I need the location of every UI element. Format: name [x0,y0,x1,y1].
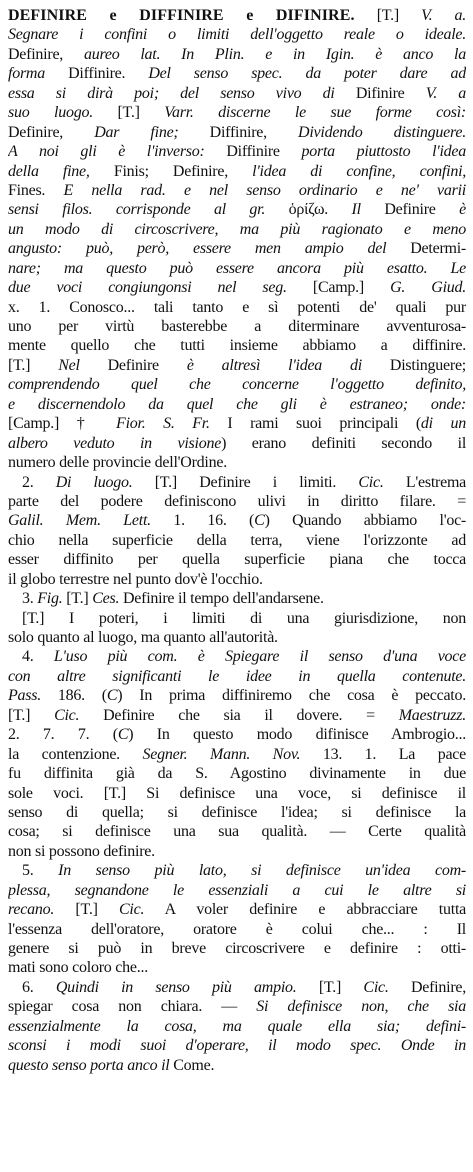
entry-text: [T.] [296,978,364,996]
entry-text: cosa; si definisce una sua qualità. — Certe qualità [8,823,466,841]
entry-text: x. 1. Conosco... tali tanto e sì potenti de' quali pur [8,298,466,316]
entry-text: 1. 16. ( [150,512,255,530]
entry-line [8,997,466,1016]
entry-text: nare; ma questo può essere ancora più esatto. Le [8,259,466,277]
entry-line [8,647,466,666]
entry-text: Dividendo distinguere. [298,123,466,141]
entry-text: Definire che sia il dovere. = [79,706,399,724]
entry-line [8,25,466,44]
entry-text: sensi filos. corrisponde al gr. [8,201,266,219]
entry-text: esser diffinito per quella superficie piana che tocca [8,551,466,569]
entry-text: Segner. Mann. Nov. [142,745,301,763]
entry-line [8,123,466,142]
entry-text: albero veduto in visione [8,434,222,452]
entry-text: [T.] [8,356,59,374]
entry-text: mente quello che tutti insieme abbiamo a diffinire. [8,337,466,355]
entry-text: A noi gli è l'inverso: [8,143,205,161]
entry-text: Definire [79,356,187,374]
entry-line [8,628,466,647]
entry-line [8,706,466,725]
entry-text: ὁρίζω. [265,201,352,219]
entry-text: il globo terrestre nel punto dov'è l'occhio. [8,570,263,588]
entry-text: C [106,687,118,705]
entry-text: Definire [360,201,460,219]
entry-text: Definire, [8,123,95,141]
entry-line [8,861,466,880]
entry-text: chio nella superficie della terra, viene l'orizzonte ad [8,531,466,549]
entry-text: [T.] [8,706,55,724]
entry-text: 13. 1. La pace [300,745,466,763]
entry-text: [T.] Definire i limiti. [132,473,359,491]
entry-text: solo quanto al luogo, ma quanto all'autorità. [8,629,278,646]
entry-text: essa si dirà poi; del senso vivo di [8,84,335,102]
entry-text: Nel [58,356,80,374]
entry-text: Si definisce non, che sia [256,998,466,1016]
entry-text: della fine, [8,162,90,180]
entry-text: ) In questo modo difinisce Ambrogio... [128,726,466,744]
entry-text: Varr. discerne le sue forme così: [164,104,466,122]
entry-line [8,920,466,939]
entry-text: Pass. [8,687,41,705]
entry-text: un modo di circoscrivere, ma più ragionato e meno [8,220,466,238]
entry-line [8,725,466,744]
entry-line [8,686,466,705]
entry-text: Diffinire, [178,123,299,141]
entry-text: comprendendo quel che concerne l'oggetto definito, [8,376,466,394]
entry-line [8,900,466,919]
entry-text: [T.] [62,590,93,608]
entry-line [8,453,466,472]
entry-text: [Camp.] † [8,415,117,433]
entry-line [8,570,466,589]
entry-line [8,842,466,861]
entry-text: Cic. [363,978,389,996]
entry-text: Fig. [37,590,63,608]
entry-text: è altresì l'idea di [186,356,362,374]
entry-line [8,162,466,181]
entry-line [8,589,466,608]
entry-text: Dar fine; [94,123,179,141]
entry-text: L'uso più com. è Spiegare il senso d'una voce [53,648,466,666]
entry-text: l'essenza dell'oratore, oratore è colui che... : Il [8,920,466,938]
entry-line [8,45,466,64]
entry-text: Quindi in senso più ampio. [55,978,297,996]
entry-line [8,958,466,977]
entry-line [8,473,466,492]
entry-text: V. a [425,84,466,102]
entry-text: la contenzione. [8,745,143,763]
entry-line [8,414,466,433]
entry-text: ) Quando abbiamo l'oc- [264,512,466,530]
entry-text: Diffinire. [44,65,149,83]
entry-text: uno per virtù basterebbe a diterminare avventurosa- [8,318,466,335]
entry-line [8,103,466,122]
entry-text: 186. ( [40,687,107,705]
entry-text: Cic. [118,901,145,919]
entry-text: sole voci. [T.] Si definisce una voce, si definisce il [8,784,466,802]
entry-text: [T.] I poteri, i limiti di una giurisdizione, non [22,609,466,627]
entry-line [8,317,466,336]
entry-line [8,259,466,278]
entry-text: [Camp.] [286,279,391,297]
entry-text: Definire, [388,978,466,996]
entry-text: A voler definire e abbracciare tutta [144,901,466,919]
entry-text: è [459,201,466,219]
entry-line [8,220,466,239]
entry-line [8,978,466,997]
entry-text: I rami suoi principali ( [209,415,421,433]
entry-text: Cic. [358,473,384,491]
entry-line [8,336,466,355]
entry-text: di un [420,415,466,433]
entry-text: due voci congiungonsi nel seg. [8,279,287,297]
entry-text: Di luogo. [55,473,133,491]
entry-line [8,492,466,511]
entry-line [8,550,466,569]
entry-text: Come. [169,1056,215,1074]
entry-line [8,356,466,375]
entry-text: Difinire [334,84,426,102]
entry-text: ) erano definiti secondo il [221,434,466,452]
entry-text: spiegar cosa non chiara. — [8,998,257,1016]
entry-text: [T.] [92,104,165,122]
entry-text: 6. [22,978,56,996]
entry-text: questo senso porta anco il [8,1056,170,1074]
entry-line [8,298,466,317]
entry-text: Galil. Mem. Lett. [8,512,151,530]
entry-text: recano. [8,901,55,919]
entry-line [8,434,466,453]
entry-text: non si possono definire. [8,842,155,860]
entry-text: [T.] [54,901,119,919]
entry-line [8,667,466,686]
headword: DEFINIRE e DIFFINIRE e DIFINIRE. [8,7,355,24]
entry-line [8,84,466,103]
entry-line [8,200,466,219]
entry-text: Maestruzz. [398,706,466,724]
entry-line [8,511,466,530]
entry-line [8,142,466,161]
entry-text: porta piuttosto l'idea [301,143,466,161]
entry-text: Fior. S. Fr. [116,415,210,433]
entry-text: suo luogo. [8,104,93,122]
entry-text: Distinguere; [361,356,466,374]
entry-line [8,278,466,297]
entry-text: 2. 7. 7. ( [8,726,118,744]
entry-text: forma [8,65,45,83]
entry-line [8,784,466,803]
entry-text: L'estrema [383,473,466,491]
entry-text: Definire il tempo dell'andarsene. [119,590,324,608]
entry-text: ) In prima diffiniremo che cosa è peccato. [117,687,466,705]
entry-text: Del senso spec. da poter dare ad [148,65,466,83]
entry-text: Segnare i confini o limiti dell'oggetto reale o ideale. [8,26,466,44]
entry-text: 5. [22,862,59,880]
entry-line [8,1036,466,1055]
entry-text: Cic. [54,706,80,724]
entry-text: Determi- [386,240,466,258]
entry-text: C [254,512,265,530]
entry-text: genere si può in breve circoscrivere e definire : otti- [8,940,466,957]
entry-text: Finis; Definire, [89,162,253,180]
entry-line [8,1056,466,1075]
entry-text: 2. [22,473,56,491]
entry-line [8,609,466,628]
entry-text: Ces. [92,590,120,608]
entry-text: senso di quella; si definisce l'idea; si definisce la [8,803,466,821]
entry-text: aureo lat. In Plin. e in Igin. è anco la [83,45,466,63]
entry-line [8,1017,466,1036]
entry-text: angusto: può, però, essere men ampio del [8,240,387,258]
entry-text: Il [351,201,361,219]
entry-text: 4. [22,648,54,666]
entry-line [8,239,466,258]
entry-line [8,375,466,394]
entry-text: e discernendolo da quel che gli è estraneo; onde: [8,395,466,413]
entry-line [8,531,466,550]
entry-text: con altre significanti le idee in quella contenute. [8,667,466,685]
entry-line [8,803,466,822]
entry-text: fu diffinita già da S. Agostino divinamente in due [8,765,466,783]
entry-text: mati sono coloro che... [8,959,148,977]
entry-line [8,395,466,414]
entry-text: E nella rad. e nel senso ordinario e ne' varii [63,181,466,199]
entry-line [8,64,466,83]
entry-line [8,181,466,200]
entry-text: essenzialmente la cosa, ma quale ella sia; defini- [8,1017,466,1035]
entry-text: V. a. [421,7,466,24]
entry-text: Definire, [8,45,84,63]
entry-line [8,822,466,841]
entry-line [8,939,466,958]
entry-text: G. Giud. [390,279,466,297]
entry-text: parte del podere definiscono ulivi in diritto filare. = [8,492,466,510]
entry-line [8,881,466,900]
entry-text: Diffinire [204,143,302,161]
entry-text: numero delle provincie dell'Ordine. [8,454,227,472]
entry-text: [T.] [354,7,422,24]
entry-text: 3. [22,590,38,608]
entry-text: plessa, segnandone le essenziali a cui le altre si [8,881,466,899]
entry-text: sconsi i modi suoi d'operare, il modo spec. Onde in [8,1037,466,1055]
entry-line [8,745,466,764]
entry-text: C [117,726,129,744]
entry-text: l'idea di confine, confini, [252,162,466,180]
entry-line [8,764,466,783]
entry-text: In senso più lato, si definisce un'idea com- [58,862,466,880]
entry-line [8,6,466,25]
entry-text: Fines. [8,181,64,199]
